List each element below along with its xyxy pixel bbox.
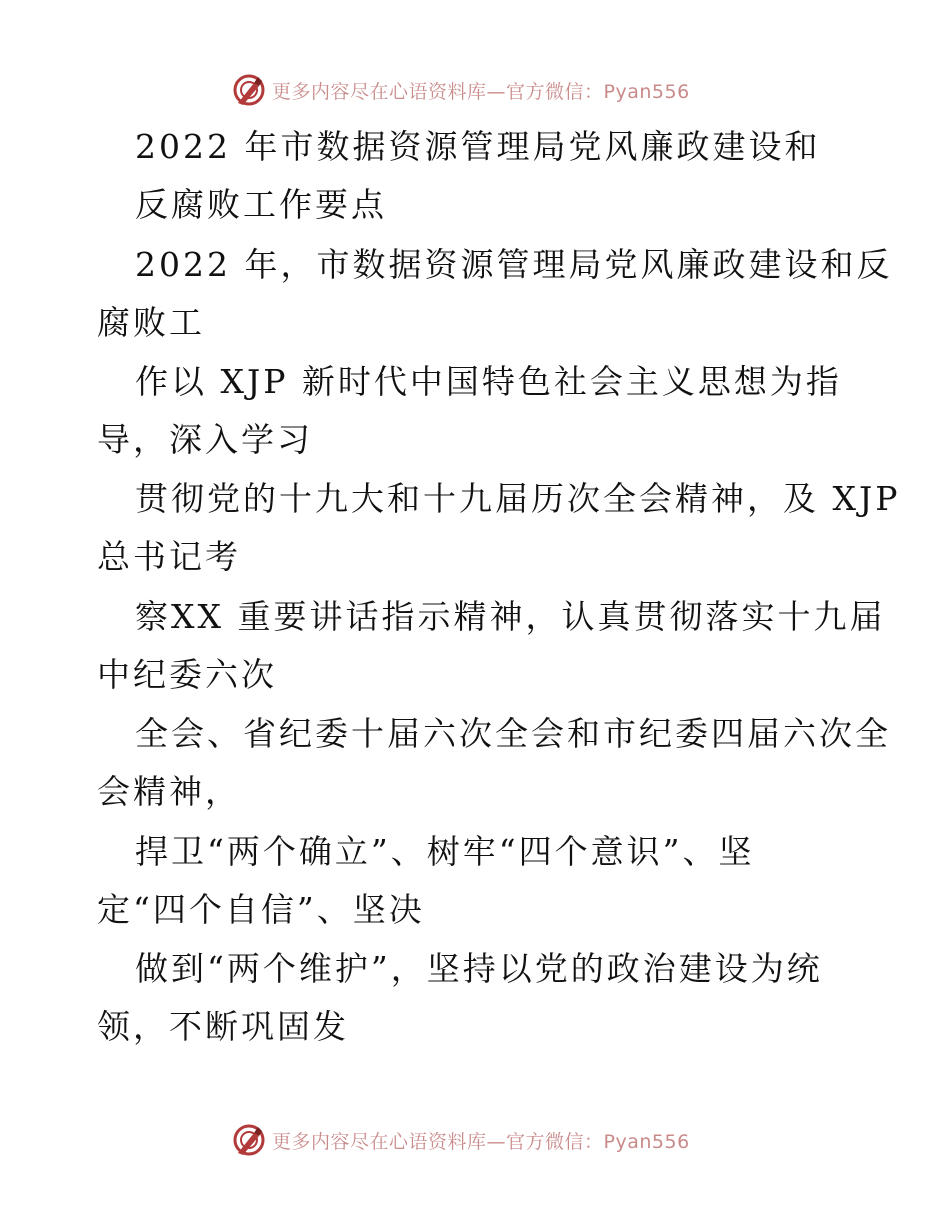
doc-line: 反腐败工作要点 — [135, 185, 387, 224]
doc-line: 定“四个自信”、坚决 — [97, 890, 425, 929]
doc-line: 腐败工 — [97, 303, 205, 342]
watermark-text: 更多内容尽在心语资料库—官方微信：Pyan556 — [272, 1130, 690, 1153]
doc-line: 察XX 重要讲话指示精神，认真贯彻落实十九届 — [135, 597, 886, 636]
doc-line: 导，深入学习 — [97, 420, 313, 459]
header-watermark — [232, 72, 690, 108]
watermark-text: 更多内容尽在心语资料库—官方微信：Pyan556 — [272, 80, 690, 103]
doc-line: 2022 年市数据资源管理局党风廉政建设和 — [135, 127, 821, 166]
doc-line: 作以 XJP 新时代中国特色社会主义思想为指 — [135, 362, 842, 401]
doc-line: 2022 年，市数据资源管理局党风廉政建设和反 — [135, 245, 893, 284]
doc-line: 领，不断巩固发 — [97, 1007, 349, 1046]
doc-line: 全会、省纪委十届六次全会和市纪委四届六次全 — [135, 714, 891, 753]
footer-watermark — [232, 1122, 690, 1158]
pen-logo-icon — [232, 1123, 266, 1157]
doc-line: 捍卫“两个确立”、树牢“四个意识”、坚 — [135, 832, 755, 871]
doc-line: 总书记考 — [97, 537, 241, 576]
doc-line: 贯彻党的十九大和十九届历次全会精神，及 XJP — [135, 479, 901, 518]
doc-line: 会精神， — [97, 772, 241, 811]
doc-line: 做到“两个维护”，坚持以党的政治建设为统 — [135, 949, 823, 988]
doc-line: 中纪委六次 — [97, 655, 277, 694]
pen-logo-icon — [232, 73, 266, 107]
